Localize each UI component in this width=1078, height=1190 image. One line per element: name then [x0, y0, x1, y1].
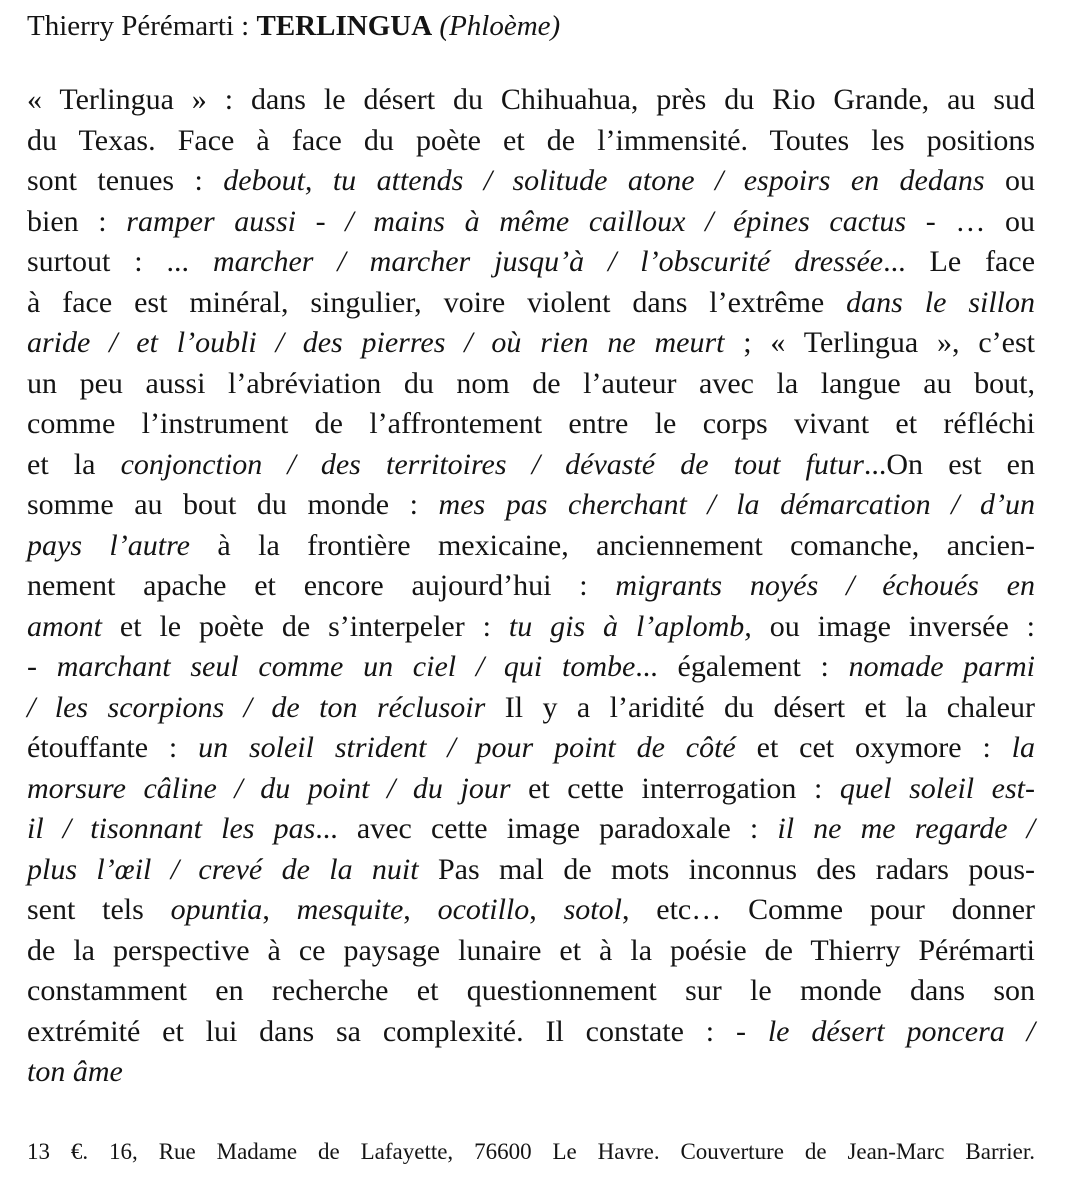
text-fragment: un peu aussi l’abréviation du nom de l’auteur avec la langue au bout, [27, 366, 1035, 400]
review-line [27, 404, 1035, 445]
review-line [27, 80, 1035, 121]
review-line [27, 728, 1035, 769]
text-fragment: constamment en recherche et questionnement sur le monde dans son [27, 974, 1035, 1007]
text-fragment: extrémité et lui dans sa complexité. Il constate : [27, 1014, 736, 1048]
quote-fragment: ramper aussi - / mains à même cailloux / épines cactus - [126, 204, 936, 238]
quote-fragment: un soleil strident / pour point de côté [198, 731, 736, 764]
publication-info: 13 €. 16, Rue Madame de Lafayette, 76600 Le Havre. Couverture de Jean-Marc Barrier. [27, 1139, 1035, 1164]
text-fragment: Il y a l’aridité du désert et la chaleur [485, 690, 1035, 724]
review-line [27, 242, 1035, 283]
text-fragment: somme au bout du monde : [27, 488, 439, 521]
review-line [27, 1012, 1035, 1053]
text-fragment: « Terlingua » : dans le désert du Chihuahua, près du Rio Grande, au sud [27, 83, 1035, 116]
quote-fragment: conjonction / des territoires / dévasté de tout futur [120, 447, 864, 481]
quote-fragment: mes pas cherchant / la démarcation / d’un [438, 488, 1035, 521]
text-fragment: ... Le face [883, 245, 1036, 278]
quote-fragment: ocotillo [437, 893, 530, 926]
quote-fragment: debout, tu attends / solitude atone / espoirs en dedans [223, 164, 985, 197]
text-fragment: de la perspective à ce paysage lunaire et à la poésie de Thierry Pérémarti [27, 933, 1035, 967]
text-fragment: surtout : ... [27, 245, 213, 278]
text-fragment: et cette interrogation : [510, 771, 840, 805]
text-fragment: comme l’instrument de l’affrontement entre le corps vivant et réfléchi [27, 407, 1035, 440]
review-line [27, 121, 1035, 162]
text-fragment: ou image inversée : [751, 609, 1035, 643]
review-line [27, 688, 1035, 729]
review-line [27, 931, 1035, 972]
text-fragment: à la frontière mexicaine, anciennement comanche, ancien- [189, 528, 1035, 562]
text-fragment: et cet oxymore : [735, 731, 1012, 764]
review-line [27, 890, 1035, 931]
quote-fragment: mesquite [296, 893, 404, 926]
text-fragment: du Texas. Face à face du poète et de l’immensité. Toutes les positions [27, 123, 1035, 157]
text-fragment: nement apache et encore aujourd’hui : [27, 569, 616, 602]
text-fragment: ... également : [635, 650, 849, 683]
quote-fragment: opuntia [170, 893, 263, 926]
text-fragment: ... avec cette image paradoxale : [315, 812, 778, 845]
review-line [27, 202, 1035, 243]
review-line [27, 364, 1035, 405]
review-line [27, 971, 1035, 1012]
quote-fragment: sotol [563, 893, 622, 926]
text-fragment: , etc… Comme pour donner [621, 893, 1036, 926]
author-name: Thierry Pérémarti : [27, 10, 257, 42]
quote-fragment: dans le sillon [846, 285, 1035, 319]
quote-fragment: nomade parmi [848, 650, 1035, 683]
text-fragment: ou [984, 164, 1035, 197]
quote-fragment: pays l’autre [27, 528, 190, 562]
review-line [27, 323, 1035, 364]
review-line [27, 850, 1035, 891]
text-fragment: sont tenues : [27, 164, 224, 197]
text-fragment: … ou [935, 204, 1035, 238]
quote-fragment: marcher / marcher jusqu’à / l’obscurité dressée [212, 245, 884, 278]
quote-fragment: aride / et l’oubli / des pierres / où rien ne meurt [27, 326, 725, 359]
publisher-name: (Phloème) [439, 10, 561, 42]
review-line [27, 647, 1035, 688]
review-header [27, 6, 560, 46]
review-body [27, 80, 1035, 1093]
text-fragment: ...On est en [863, 447, 1035, 481]
text-fragment: bien : [27, 204, 127, 238]
review-line [27, 607, 1035, 648]
review-line [27, 566, 1035, 607]
quote-fragment: il / tisonnant les pas [27, 812, 316, 845]
quote-fragment: tu gis à l’aplomb, [508, 609, 752, 643]
quote-fragment: il ne me regarde / [777, 812, 1035, 845]
quote-fragment: amont [27, 609, 102, 643]
quote-fragment: / les scorpions / de ton réclusoir [27, 690, 486, 724]
book-title: TERLINGUA [256, 10, 433, 42]
quote-fragment: morsure câline / du point / du jour [27, 771, 511, 805]
text-fragment: à face est minéral, singulier, voire violent dans l’extrême [27, 285, 847, 319]
review-line [27, 1052, 1035, 1093]
review-line [27, 809, 1035, 850]
text-fragment: sent tels [27, 893, 171, 926]
text-fragment: ; « Terlingua », c’est [724, 326, 1035, 359]
review-line [27, 283, 1035, 324]
review-line [27, 161, 1035, 202]
text-fragment: Pas mal de mots inconnus des radars pous- [418, 852, 1035, 886]
text-fragment: , [529, 893, 564, 926]
review-line [27, 485, 1035, 526]
text-fragment: étouffante : [27, 731, 199, 764]
quote-fragment: quel soleil est- [839, 771, 1035, 805]
text-fragment: , [262, 893, 297, 926]
quote-fragment: ton âme [27, 1055, 123, 1088]
review-line [27, 769, 1035, 810]
quote-fragment: la [1011, 731, 1035, 764]
text-fragment: , [403, 893, 438, 926]
quote-fragment: plus l’œil / crevé de la nuit [27, 852, 419, 886]
review-line [27, 526, 1035, 567]
quote-fragment: - marchant seul comme un ciel / qui tombe [27, 650, 636, 683]
text-fragment: et la [27, 447, 121, 481]
quote-fragment: - le désert poncera / [735, 1014, 1035, 1048]
review-line [27, 445, 1035, 486]
quote-fragment: migrants noyés / échoués en [615, 569, 1035, 602]
text-fragment: et le poète de s’interpeler : [102, 609, 509, 643]
